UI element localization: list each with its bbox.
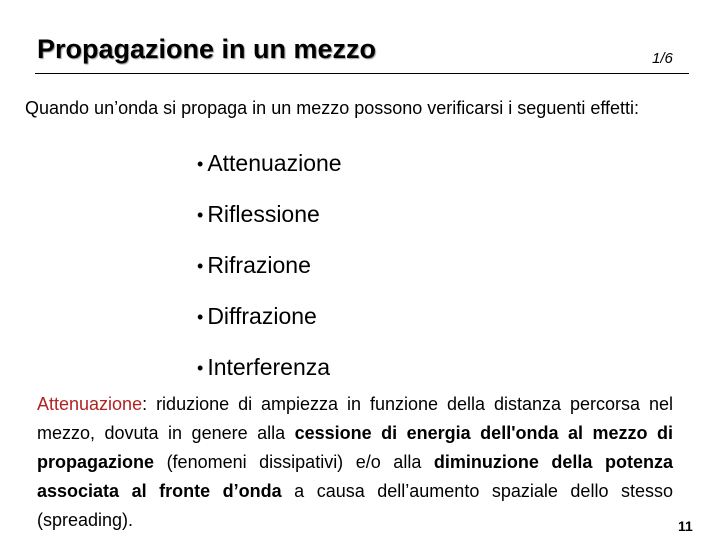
bullet-icon: • bbox=[197, 358, 204, 378]
definition-text: (fenomeni dissipativi) e/o alla bbox=[154, 452, 434, 472]
list-item-label: Interferenza bbox=[207, 354, 331, 380]
bullet-icon: • bbox=[197, 256, 204, 276]
list-item-label: Rifrazione bbox=[207, 252, 311, 278]
list-item-label: Diffrazione bbox=[207, 303, 317, 329]
definition-emphasis: diminuzione della potenza associata al fronte d’onda bbox=[37, 452, 673, 501]
list-item-label: Riflessione bbox=[207, 201, 320, 227]
bullet-icon: • bbox=[197, 205, 204, 225]
term-colon: : bbox=[142, 394, 148, 414]
list-item bbox=[197, 301, 342, 352]
list-item bbox=[197, 199, 342, 250]
intro-text: Quando un’onda si propaga in un mezzo possono verificarsi i seguenti effetti: bbox=[25, 98, 640, 118]
list-item bbox=[197, 250, 342, 301]
page-number: 11 bbox=[678, 518, 693, 534]
list-item-label: Attenuazione bbox=[207, 150, 342, 176]
list-item bbox=[197, 148, 342, 199]
slide-title: Propagazione in un mezzo bbox=[37, 34, 377, 64]
slide-counter: 1/6 bbox=[652, 50, 673, 67]
title-underline bbox=[35, 73, 689, 74]
definition-emphasis: cessione di energia dell'onda al mezzo di propagazione bbox=[37, 423, 673, 472]
definition-text: riduzione di ampiezza in funzione della distanza percorsa nel mezzo, dovuta in genere alla bbox=[37, 394, 673, 443]
bullet-icon: • bbox=[197, 154, 204, 174]
definition-term: Attenuazione bbox=[37, 394, 143, 414]
definition-paragraph bbox=[37, 390, 673, 535]
bullet-icon: • bbox=[197, 307, 204, 327]
effects-list bbox=[197, 148, 342, 403]
definition-text: a causa dell’aumento spaziale dello stesso (spreading). bbox=[37, 481, 673, 530]
